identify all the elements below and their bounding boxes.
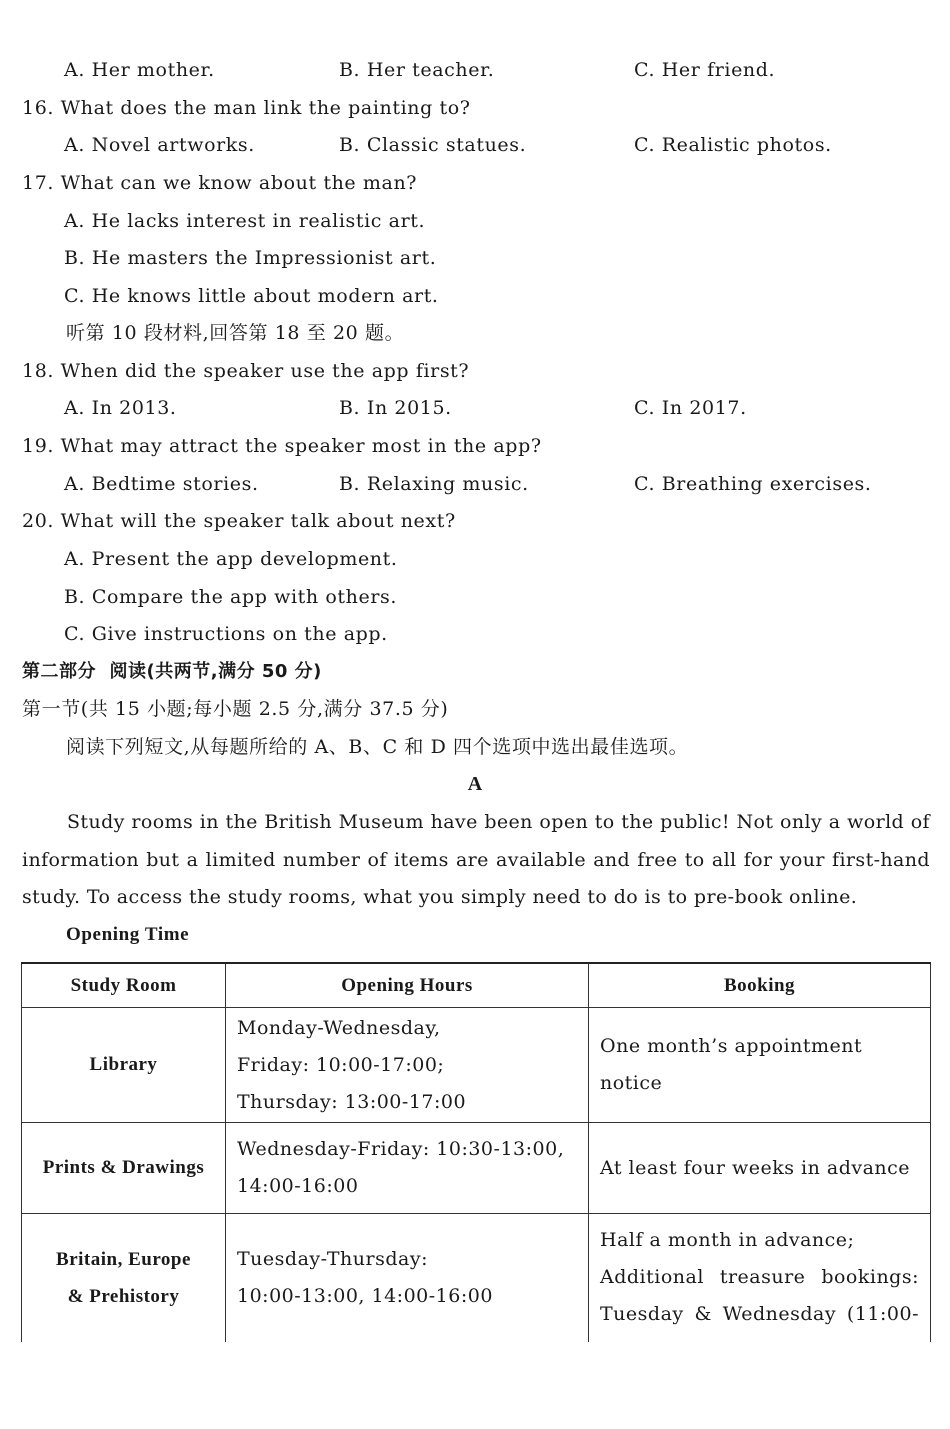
booking-library xyxy=(589,1008,931,1123)
passage-text: Study rooms in the British Museum have been open to the public! Not only a world of information but a limited number of items are available and free to all for your first-hand study. To access the study rooms, what you simply need to do is to pre-book online. xyxy=(22,811,930,908)
reading-instruction: 阅读下列短文,从每题所给的 A、B、C 和 D 四个选项中选出最佳选项。 xyxy=(66,736,689,758)
hours-line: Wednesday-Friday: 10:30-13:00, xyxy=(237,1138,565,1160)
hours-line: 14:00-16:00 xyxy=(237,1175,359,1197)
table-row xyxy=(22,1008,931,1123)
booking-line: At least four weeks in advance xyxy=(600,1156,911,1179)
passage-label: A xyxy=(467,773,483,795)
hours-line: 10:00-13:00, 14:00-16:00 xyxy=(237,1284,493,1307)
opening-time-label: Opening Time xyxy=(66,924,190,945)
q16-option-a: A. Novel artworks. xyxy=(64,134,255,156)
q19-option-a: A. Bedtime stories. xyxy=(64,473,259,495)
hours-line: Thursday: 13:00-17:00 xyxy=(237,1090,467,1113)
header-booking: Booking xyxy=(589,963,931,1008)
room-line: & Prehistory xyxy=(67,1285,180,1307)
booking-prints-drawings xyxy=(589,1123,931,1214)
q20-option-b: B. Compare the app with others. xyxy=(64,586,398,608)
q15-option-b: B. Her teacher. xyxy=(339,59,495,81)
header-study-room: Study Room xyxy=(22,963,226,1008)
hours-library xyxy=(226,1008,589,1123)
opening-time-table xyxy=(21,962,931,1342)
hours-line: Friday: 10:00-17:00; xyxy=(237,1053,445,1076)
hours-prints-drawings xyxy=(226,1123,589,1214)
q17-option-b: B. He masters the Impressionist art. xyxy=(64,247,437,269)
q16-option-b: B. Classic statues. xyxy=(339,134,527,156)
hours-line: Tuesday-Thursday: xyxy=(237,1247,428,1270)
q17-option-a: A. He lacks interest in realistic art. xyxy=(64,210,426,232)
room-prints-drawings: Prints & Drawings xyxy=(22,1123,226,1214)
section1-heading: 第一节(共 15 小题;每小题 2.5 分,满分 37.5 分) xyxy=(22,698,449,720)
room-library: Library xyxy=(22,1008,226,1123)
room-britain-europe-prehistory xyxy=(22,1214,226,1342)
booking-line: Additional treasure bookings: xyxy=(600,1266,919,1289)
q18-option-b: B. In 2015. xyxy=(339,397,452,419)
q15-option-c: C. Her friend. xyxy=(634,59,776,81)
q19-stem: 19. What may attract the speaker most in the app? xyxy=(22,435,542,457)
q18-option-c: C. In 2017. xyxy=(634,397,747,419)
q17-option-c: C. He knows little about modern art. xyxy=(64,285,439,307)
section10-intro: 听第 10 段材料,回答第 18 至 20 题。 xyxy=(66,322,405,344)
q18-stem: 18. When did the speaker use the app first? xyxy=(22,360,470,382)
q17-stem: 17. What can we know about the man? xyxy=(22,172,418,194)
table-header-row xyxy=(22,963,931,1008)
q18-option-a: A. In 2013. xyxy=(64,397,177,419)
booking-line: Half a month in advance; xyxy=(600,1229,855,1252)
q16-stem: 16. What does the man link the painting to? xyxy=(22,97,471,119)
header-opening-hours: Opening Hours xyxy=(226,963,589,1008)
room-line: Britain, Europe xyxy=(56,1248,191,1270)
hours-britain-europe-prehistory xyxy=(226,1214,589,1342)
q20-option-c: C. Give instructions on the app. xyxy=(64,623,388,645)
booking-line: One month’s appointment notice xyxy=(600,1035,863,1094)
table-row xyxy=(22,1123,931,1214)
table-row xyxy=(22,1214,931,1342)
q15-options xyxy=(0,58,950,82)
q20-stem: 20. What will the speaker talk about next? xyxy=(22,510,456,532)
q19-option-b: B. Relaxing music. xyxy=(339,473,529,495)
q16-option-c: C. Realistic photos. xyxy=(634,134,832,156)
q19-option-c: C. Breathing exercises. xyxy=(634,473,872,495)
part2-heading: 第二部分 阅读(共两节,满分 50 分) xyxy=(22,661,322,682)
booking-britain-europe-prehistory xyxy=(589,1214,931,1342)
q20-option-a: A. Present the app development. xyxy=(64,548,398,570)
q15-option-a: A. Her mother. xyxy=(64,59,215,81)
booking-line: Tuesday & Wednesday (11:00- xyxy=(600,1303,919,1326)
hours-line: Monday-Wednesday, xyxy=(237,1016,441,1039)
